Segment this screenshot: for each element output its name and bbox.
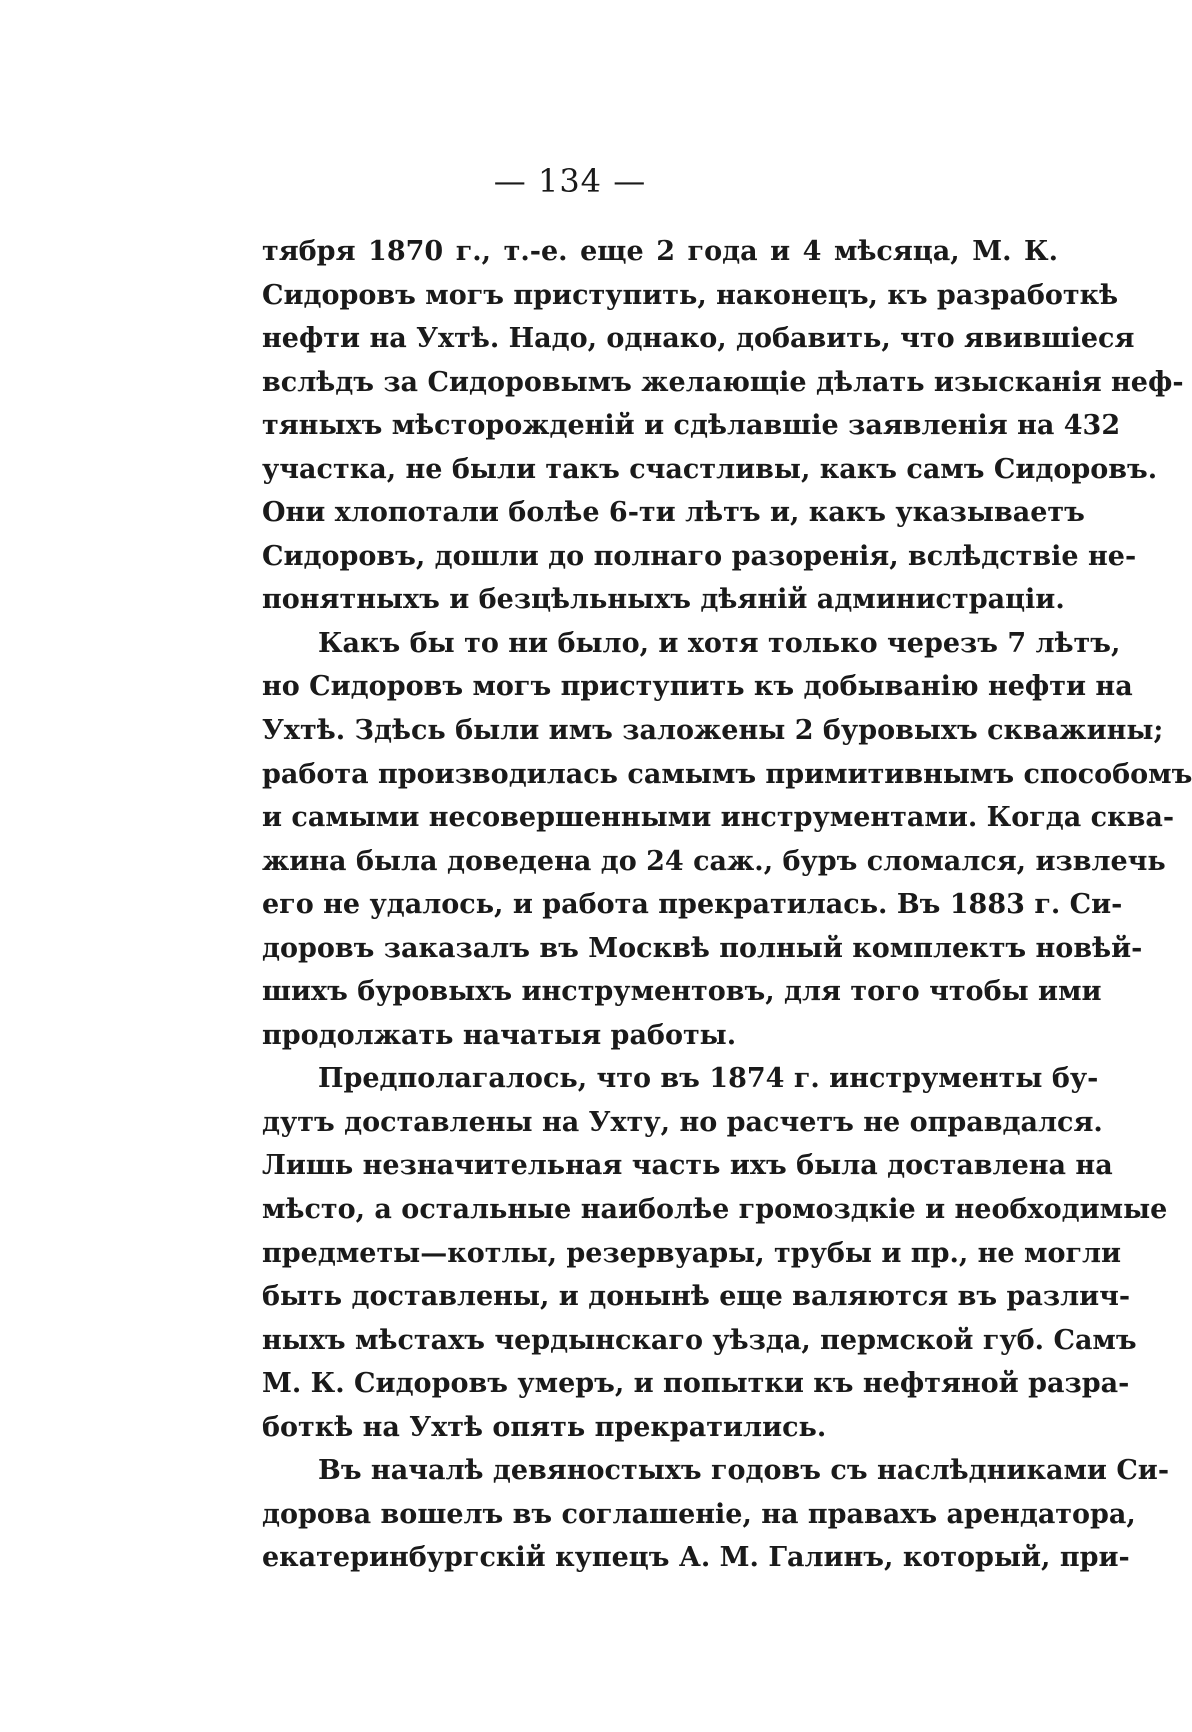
text-line: вслѣдъ за Сидоровымъ желающіе дѣлать изысканія неф- xyxy=(262,366,1184,398)
text-line: екатеринбургскій купецъ А. М. Галинъ, который, при- xyxy=(262,1542,1130,1574)
text-line: предметы—котлы, резервуары, трубы и пр., не могли xyxy=(262,1237,1122,1269)
text-line: тября 1870 г., т.-е. еще 2 года и 4 мѣсяца, М. К. xyxy=(262,236,1058,267)
text-line: его не удалось, и работа прекратилась. Въ 1883 г. Си- xyxy=(262,889,1123,921)
text-line: Лишь незначительная часть ихъ была доставлена на xyxy=(262,1150,1113,1182)
text-line: дутъ доставлены на Ухту, но расчетъ не оправдался. xyxy=(262,1106,1103,1138)
text-line: участка, не были такъ счастливы, какъ самъ Сидоровъ. xyxy=(262,453,1158,485)
text-line: ныхъ мѣстахъ чердынскаго уѣзда, пермской губ. Самъ xyxy=(262,1324,1137,1356)
text-line: Какъ бы то ни было, и хотя только черезъ 7 лѣтъ, xyxy=(318,627,1121,659)
text-line: Въ началѣ девяностыхъ годовъ съ наслѣдниками Си- xyxy=(318,1455,1170,1487)
text-line: Предполагалось, что въ 1874 г. инструменты бу- xyxy=(318,1063,1099,1095)
body-text xyxy=(262,230,1192,1580)
text-line: Сидоровъ, дошли до полнаго разоренія, вслѣдствіе не- xyxy=(262,540,1137,572)
text-line: работа производилась самымъ примитивнымъ способомъ xyxy=(262,758,1192,790)
text-line: тяныхъ мѣсторожденій и сдѣлавшіе заявленія на 432 xyxy=(262,410,1121,442)
text-line: Они хлопотали болѣе 6-ти лѣтъ и, какъ указываетъ xyxy=(262,497,1085,529)
text-line: понятныхъ и безцѣльныхъ дѣяній администраціи. xyxy=(262,584,1065,616)
text-line: М. К. Сидоровъ умеръ, и попытки къ нефтяной разра- xyxy=(262,1368,1130,1400)
text-line: жина была доведена до 24 саж., буръ сломался, извлечь xyxy=(262,845,1166,877)
text-line: боткѣ на Ухтѣ опять прекратились. xyxy=(262,1411,827,1443)
text-line: и самыми несовершенными инструментами. Когда сква- xyxy=(262,802,1175,834)
text-line: Ухтѣ. Здѣсь были имъ заложены 2 буровыхъ скважины; xyxy=(262,715,1164,747)
text-line: дорова вошелъ въ соглашеніе, на правахъ арендатора, xyxy=(262,1498,1136,1530)
text-line: Сидоровъ могъ приступить, наконецъ, къ разработкѣ xyxy=(262,279,1119,311)
text-line: шихъ буровыхъ инструментовъ, для того чтобы ими xyxy=(262,976,1102,1008)
page-number: — 134 — xyxy=(493,162,647,200)
text-line: продолжать начатыя работы. xyxy=(262,1019,737,1051)
text-line: но Сидоровъ могъ приступить къ добыванію нефти на xyxy=(262,671,1133,703)
text-line: быть доставлены, и донынѣ еще валяются въ различ- xyxy=(262,1281,1131,1313)
text-line: нефти на Ухтѣ. Надо, однако, добавить, что явившіеся xyxy=(262,323,1135,355)
text-line: мѣсто, а остальные наиболѣе громоздкіе и необходимые xyxy=(262,1194,1168,1226)
text-line: доровъ заказалъ въ Москвѣ полный комплектъ новѣй- xyxy=(262,932,1143,964)
